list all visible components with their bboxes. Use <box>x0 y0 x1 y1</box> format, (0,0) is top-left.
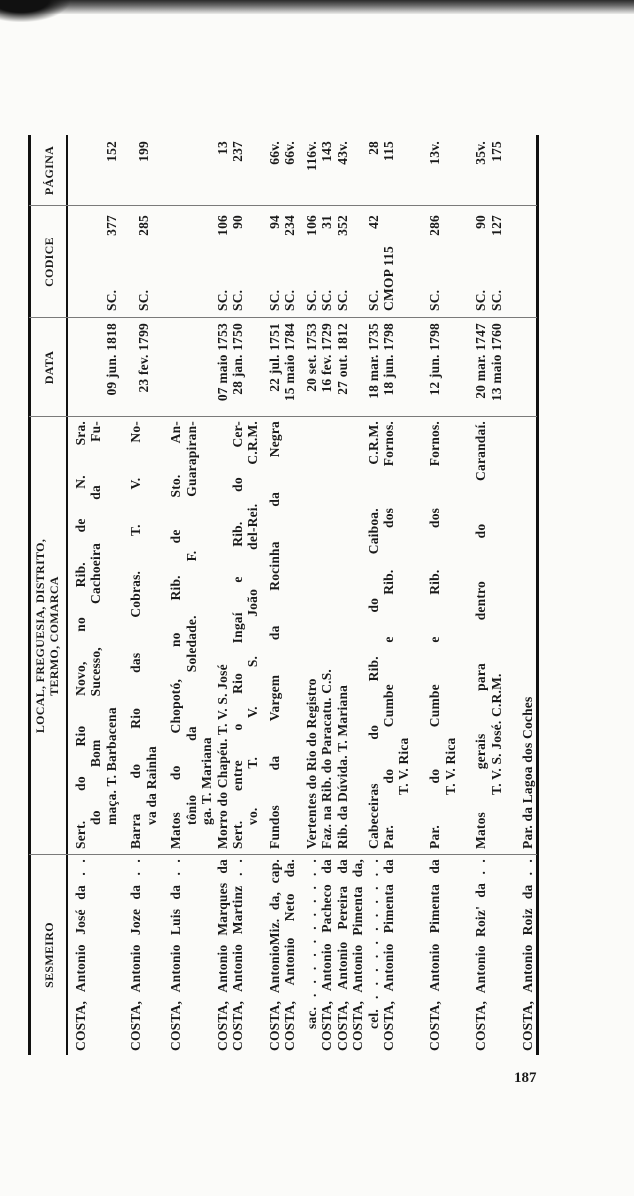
codice-cell: SC. 90 <box>230 215 246 311</box>
local-cell: Par. do Cumbe e Rib. dos Fornos. <box>381 421 396 849</box>
local-cell: Matos do Chopotó, no Rib. de Sto. An- <box>168 421 184 849</box>
codice-cell: SC. 377 <box>103 215 119 311</box>
sesmeiro-cell: COSTA, Antonio Joze da . . <box>128 859 144 1051</box>
pagina-cell: 13v. <box>427 141 443 165</box>
local-cell-cont: T. V. Rica <box>396 737 412 795</box>
pagina-cell: 115 <box>381 141 396 162</box>
local-cell-cont: va da Rainha <box>143 746 159 825</box>
pagina-cell: 199 <box>136 141 152 162</box>
data-cell: 15 maio 1784 <box>282 323 298 402</box>
sesmeiro-cell-cont: sac. . . . . . . . . . . . <box>304 859 319 1029</box>
codice-cell: SC. 42 <box>365 215 381 311</box>
sesmeiro-cell: COSTA, AntonioMiz. da, cap. <box>267 859 283 1051</box>
sesmeiro-cell: COSTA, Antonio Marques da <box>214 859 230 1051</box>
local-cell-cont: T. V. Rica <box>442 737 458 795</box>
local-cell-cont: tônio da Soledade. F. Guarapiran- <box>183 421 199 825</box>
codice-cell: SC. 31 <box>319 215 335 311</box>
data-cell: 20 mar. 1747 <box>473 323 489 399</box>
sesmeiro-cell: COSTA, Antonio Luis da . . <box>168 859 184 1051</box>
header-data: DATA <box>42 350 56 385</box>
data-cell: 18 mar. 1735 <box>365 323 381 399</box>
local-cell: Fundos da Vargem da Rocinha da Negra <box>267 421 283 849</box>
pagina-cell: 152 <box>103 141 119 162</box>
pagina-cell: 43v. <box>334 141 350 165</box>
local-cell: Barra do Rio das Cobras. T. V. No- <box>128 421 144 849</box>
local-cell: Cabeceiras do Rib. do Caiboa. C.R.M. <box>365 421 381 849</box>
table-top-rule <box>28 135 31 1055</box>
data-cell: 23 fev. 1799 <box>136 323 152 393</box>
data-cell: 20 set. 1753 <box>304 323 319 392</box>
local-cell: Vertentes do Rio do Registro <box>304 678 319 849</box>
data-cell: 22 jul. 1751 <box>267 323 283 392</box>
data-cell: 12 jun. 1798 <box>427 323 443 396</box>
sesmeiro-cell: COSTA, Antonio Martinz . . <box>230 859 246 1051</box>
header-codice: CODICE <box>42 237 56 287</box>
codice-cell: SC. 352 <box>334 215 350 311</box>
pagina-cell: 66v. <box>282 141 298 165</box>
codice-cell: SC. 106 <box>304 215 319 311</box>
pagina-cell: 237 <box>230 141 246 162</box>
local-cell: Faz. na Rib. do Paracatu. C.S. <box>319 668 335 849</box>
pagina-cell: 175 <box>488 141 504 162</box>
sesmeiro-cell: COSTA, Antonio Roiz da . . <box>519 859 535 1051</box>
codice-cell: SC. 106 <box>214 215 230 311</box>
data-cell: 28 jan. 1750 <box>230 323 246 395</box>
scan-page-curl <box>0 0 70 22</box>
header-sesmeiro: SESMEIRO <box>42 922 56 988</box>
sesmeiro-cell: COSTA, Antonio Pacheco da <box>319 859 335 1051</box>
local-cell-cont: ga. T. Mariana <box>199 737 215 825</box>
local-cell: Par. da Lagoa dos Coches <box>519 696 535 849</box>
data-cell: 27 out. 1812 <box>334 323 350 395</box>
pagina-cell: 116v. <box>304 141 319 171</box>
codice-cell: SC. 127 <box>488 215 504 311</box>
data-cell: 18 jun. 1798 <box>381 323 396 396</box>
sesmeiro-cell: COSTA, Antonio Roiz' da . . <box>473 859 489 1051</box>
codice-cell: CMOP 115 <box>381 246 396 311</box>
codice-cell: SC. 285 <box>136 215 152 311</box>
pagina-cell: 28 <box>365 141 381 155</box>
local-cell-cont: do Bom Sucesso, Cachoeira da Fu- <box>88 421 104 825</box>
header-local-line1: LOCAL, FREGUESIA, DISTRITO, <box>33 538 47 734</box>
pagina-cell: 13 <box>214 141 230 155</box>
local-cell-cont: vo. T. V. S. João del-Rei. C.R.M. <box>245 421 261 825</box>
data-cell: 13 maio 1760 <box>488 323 504 402</box>
local-cell: Sert. do Rio Novo, no Rib. de N. Sra. <box>73 421 88 849</box>
codice-cell: SC. 234 <box>282 215 298 311</box>
sesmeiro-cell: COSTA, Antonio Pimenta da <box>381 859 396 1051</box>
local-cell: Par. do Cumbe e Rib. dos Fornos. <box>427 421 443 849</box>
local-cell-cont: maça. T. Barbacena <box>103 707 119 825</box>
data-cell: 09 jun. 1818 <box>103 323 119 396</box>
codice-cell: SC. 94 <box>267 215 283 311</box>
local-cell: Morro do Chapéu. T. V. S. José <box>214 664 230 849</box>
data-cell: 16 fev. 1729 <box>319 323 335 393</box>
pagina-cell: 66v. <box>267 141 283 165</box>
codice-cell: SC. 90 <box>473 215 489 311</box>
column-separator <box>29 854 537 855</box>
table-bottom-rule <box>536 135 539 1055</box>
sesmarias-table <box>25 135 545 1055</box>
local-cell: Sert. entre o Rio Ingaí e Rib. do Cer- <box>230 421 246 849</box>
pagina-cell: 35v. <box>473 141 489 165</box>
sesmeiro-cell: COSTA, Antonio Neto da. <box>282 859 298 1051</box>
pagina-cell: 143 <box>319 141 335 162</box>
column-separator <box>29 205 537 206</box>
sesmeiro-cell: COSTA, Antonio Pimenta da <box>427 859 443 1051</box>
scan-top-edge <box>0 0 634 14</box>
column-separator <box>29 317 537 318</box>
column-separator <box>29 416 537 417</box>
page-number: 187 <box>514 1070 537 1086</box>
sesmeiro-cell-cont: cel. . . . . . . . . . . . <box>365 859 381 1029</box>
header-pagina: PÁGINA <box>42 145 56 196</box>
sesmeiro-cell: COSTA, Antonio Pimenta da, <box>350 859 366 1051</box>
local-cell: Matos gerais para dentro do Carandaí. <box>473 421 489 849</box>
data-cell: 07 maio 1753 <box>214 323 230 402</box>
header-bottom-rule <box>66 135 68 1055</box>
header-local-line2: TERMO, COMARCA <box>47 576 61 696</box>
codice-cell: SC. 286 <box>427 215 443 311</box>
local-cell: Rib. da Dúvida. T. Mariana <box>334 684 350 849</box>
local-cell-cont: T. V. S. José. C.R.M. <box>488 673 504 795</box>
sesmeiro-cell: COSTA, Antonio Pereira da <box>334 859 350 1051</box>
sesmeiro-cell: COSTA, Antonio José da . . <box>73 859 88 1051</box>
